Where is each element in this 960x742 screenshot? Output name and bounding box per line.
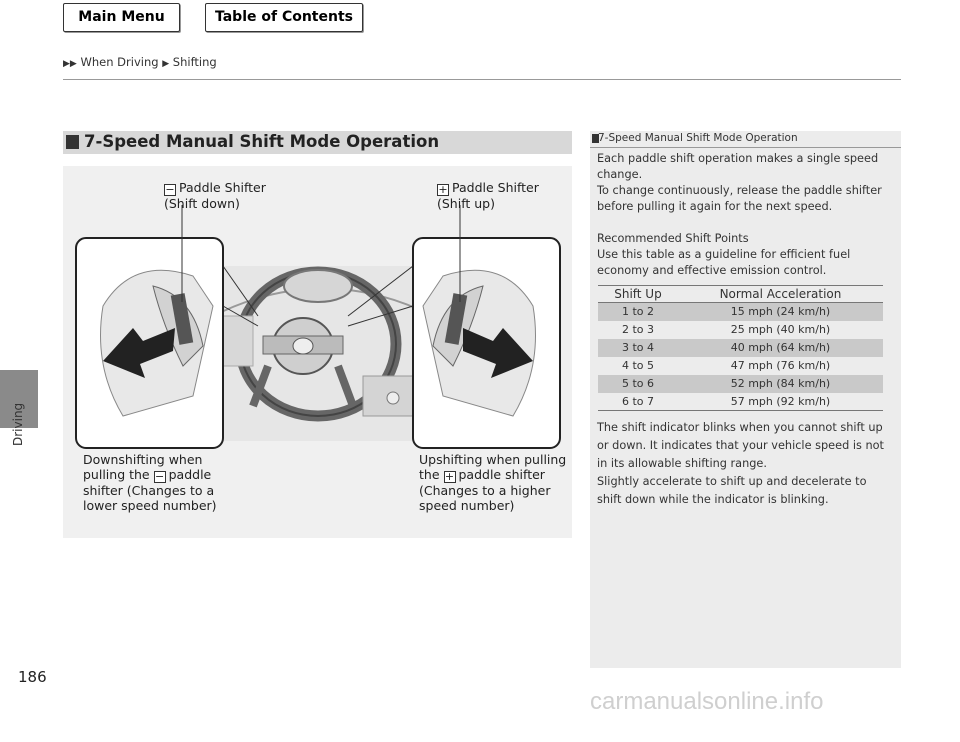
breadcrumb bbox=[63, 55, 217, 69]
plus-key-icon: + bbox=[444, 470, 455, 483]
watermark: carmanualsonline.info bbox=[590, 688, 824, 715]
shift-points-table bbox=[598, 285, 883, 411]
upshift-caption: Upshifting when pulling the + paddle shifter (Changes to a higher speed number) bbox=[419, 452, 567, 513]
downshift-caption: Downshifting when pulling the − paddle shifter (Changes to a lower speed number) bbox=[83, 452, 217, 513]
breadcrumb-when-driving[interactable]: When Driving bbox=[80, 55, 159, 69]
notes-sidebar bbox=[590, 131, 901, 668]
header-divider bbox=[63, 79, 901, 80]
sidebar-title: 7-Speed Manual Shift Mode Operation bbox=[598, 132, 798, 144]
table-of-contents-button[interactable]: Table of Contents bbox=[205, 3, 363, 32]
table-row: 6 to 7 57 mph (92 km/h) bbox=[598, 393, 883, 411]
breadcrumb-shifting[interactable]: Shifting bbox=[172, 55, 217, 69]
section-heading bbox=[63, 131, 572, 154]
section-title: 7-Speed Manual Shift Mode Operation bbox=[84, 132, 440, 151]
section-square-icon bbox=[66, 135, 79, 149]
plus-key-icon: + bbox=[438, 183, 448, 196]
sidebar-body bbox=[597, 151, 892, 295]
minus-key-icon: − bbox=[155, 470, 165, 483]
plus-paddle-label: + Paddle Shifter (Shift up) bbox=[437, 180, 539, 211]
table-header-shift-up: Shift Up bbox=[598, 286, 678, 303]
minus-paddle-label: − Paddle Shifter (Shift down) bbox=[164, 180, 266, 211]
chapter-label: Driving bbox=[11, 402, 25, 446]
page-number: 186 bbox=[18, 668, 47, 686]
table-row: 4 to 5 47 mph (76 km/h) bbox=[621, 359, 831, 372]
table-header-acceleration: Normal Acceleration bbox=[678, 286, 883, 303]
breadcrumb-arrow-icon: ▶ bbox=[162, 59, 170, 69]
sidebar-paragraph-2: Recommended Shift Points Use this table as a guideline for efficient fuel economy and effective emission control. bbox=[597, 232, 851, 277]
table-row: 2 to 3 25 mph (40 km/h) bbox=[621, 323, 831, 336]
sidebar-heading bbox=[590, 131, 901, 148]
sidebar-paragraph-3: The shift indicator blinks when you cannot shift up or down. It indicates that your vehicle speed is not in its allowable shifting range. Slightly accelerate to shift up and decelerate to shift down while the indicator is blinking. bbox=[597, 421, 884, 506]
main-menu-button[interactable]: Main Menu bbox=[63, 3, 180, 32]
table-row: 1 to 2 15 mph (24 km/h) bbox=[598, 303, 883, 321]
sidebar-paragraph-1: Each paddle shift operation makes a single speed change. To change continuously, release the paddle shifter before pulling it again for the next speed. bbox=[597, 152, 882, 213]
table-row: 5 to 6 52 mph (84 km/h) bbox=[598, 375, 883, 393]
table-row: 3 to 4 40 mph (64 km/h) bbox=[598, 339, 883, 357]
minus-key-icon: − bbox=[165, 183, 175, 196]
paddle-shifter-illustration bbox=[63, 166, 572, 538]
breadcrumb-arrow-icon: ▶▶ bbox=[63, 59, 77, 69]
